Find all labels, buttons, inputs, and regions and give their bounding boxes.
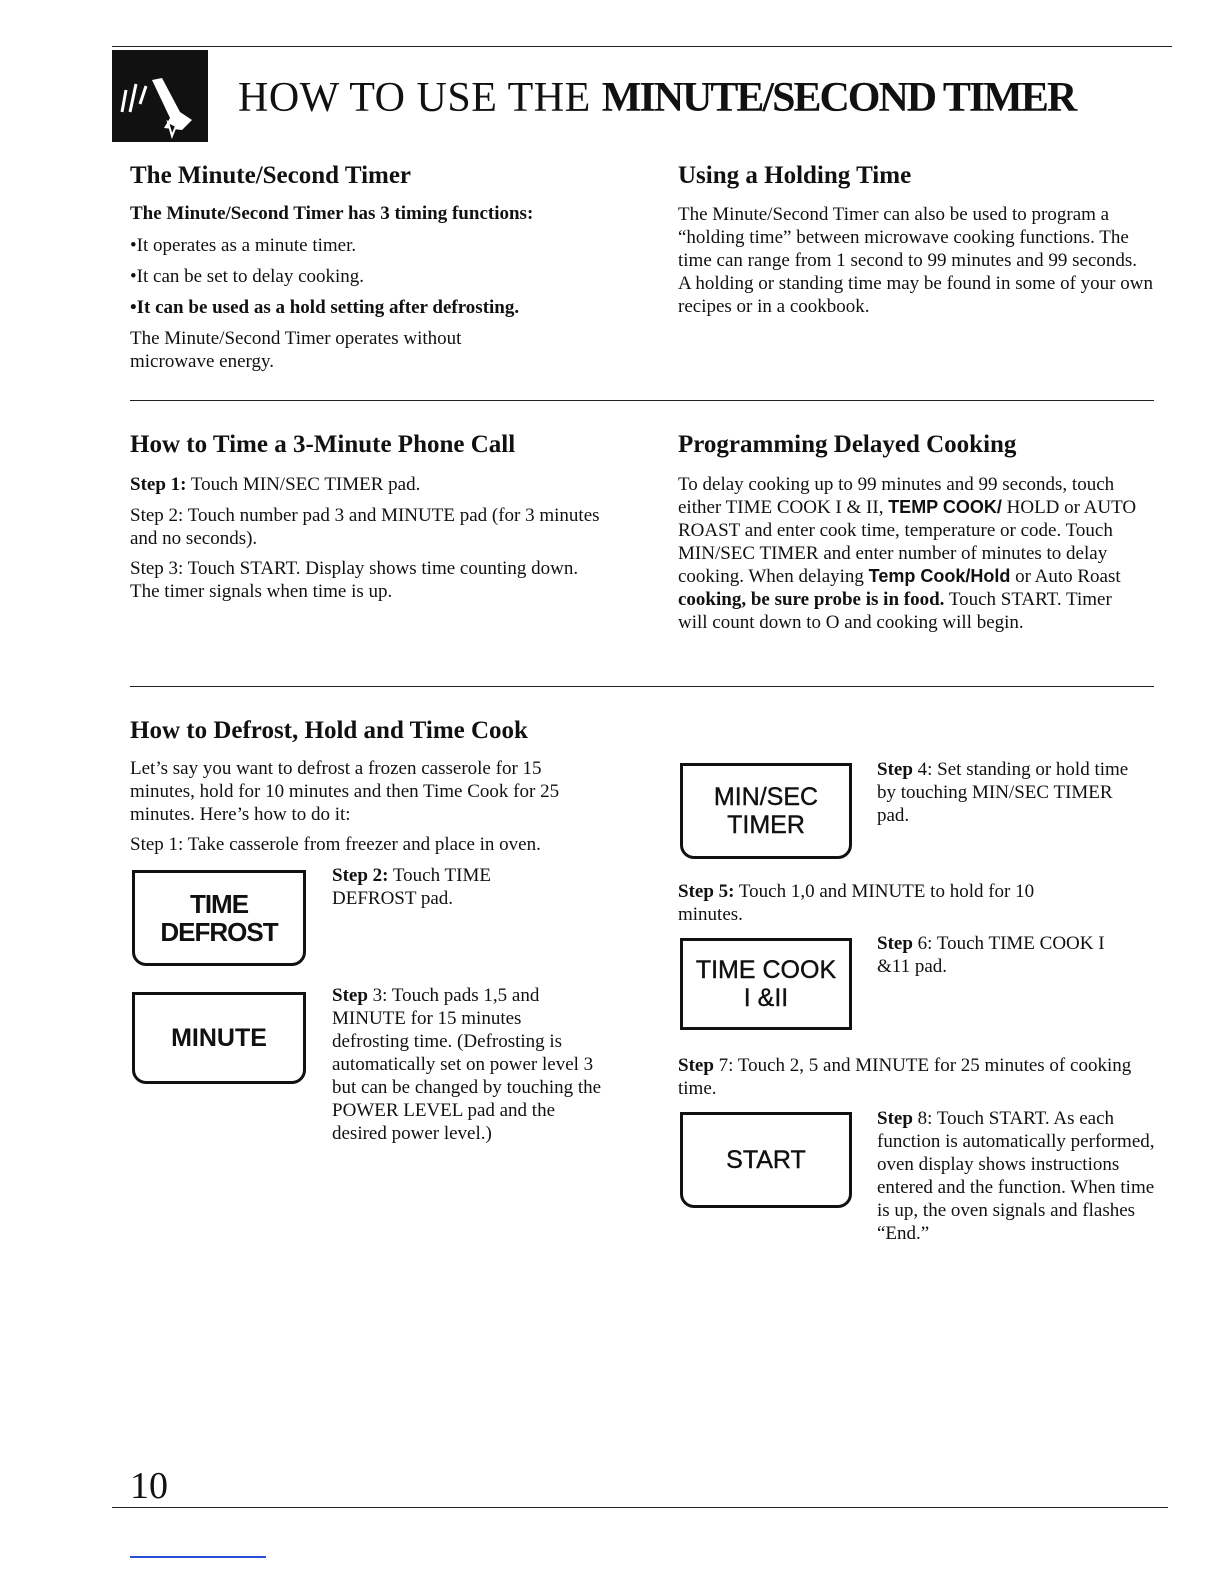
time-defrost-pad[interactable]: TIME DEFROST — [132, 870, 306, 966]
defrost-hold-heading: How to Defrost, Hold and Time Cook — [130, 717, 528, 744]
section-logo — [112, 50, 208, 142]
defrost-intro: Let’s say you want to defrost a frozen casserole for 15 minutes, hold for 10 minutes and then Time Cook for 25 minutes. Here’s how to do it: — [130, 758, 560, 825]
section-divider-1 — [130, 400, 1154, 401]
defrost-step-1: Step 1: Take casserole from freezer and place in oven. — [130, 834, 541, 855]
bullet-hold-setting: •It can be used as a hold setting after defrosting. — [130, 297, 520, 318]
phone-step-2: Step 2: Touch number pad 3 and MINUTE pad (for 3 minutes and no seconds). — [130, 505, 600, 549]
defrost-step-7: Step 7: Touch 2, 5 and MINUTE for 25 minutes of cooking time. — [678, 1055, 1132, 1099]
page-number: 10 — [130, 1465, 168, 1507]
defrost-step-8: Step 8: Touch START. As each function is automatically performed, oven display shows instructions entered and the function. When time is up, the oven signals and flashes “End.” — [877, 1108, 1155, 1244]
hand-pointing-icon — [112, 50, 208, 142]
delayed-body: To delay cooking up to 99 minutes and 99 seconds, touch either TIME COOK I & II, TEMP COOK/ HOLD or AUTO ROAST and enter cook time, temperature or code. Touch MIN/SEC TIMER and enter number of minutes to delay cooking. When delaying Temp Cook/Hold or Auto Roast cooking, be sure probe is in food. Touch START. Timer will count down to O and cooking will begin. — [678, 474, 1137, 633]
time-cook-pad[interactable]: TIME COOK I &II — [680, 938, 852, 1030]
link-underline — [130, 1556, 266, 1558]
minute-second-note: The Minute/Second Timer operates without microwave energy. — [130, 328, 462, 372]
phone-call-heading: How to Time a 3-Minute Phone Call — [130, 431, 516, 458]
defrost-step-3: Step 3: Touch pads 1,5 and MINUTE for 15 minutes defrosting time. (Defrosting is automatically set on power level 3 but can be changed by touching the POWER LEVEL pad and the desired power level.) — [332, 985, 602, 1144]
min-sec-timer-pad[interactable]: MIN/SEC TIMER — [680, 763, 852, 859]
phone-step-1: Step 1: Touch MIN/SEC TIMER pad. — [130, 474, 421, 495]
minute-pad[interactable]: MINUTE — [132, 992, 306, 1084]
minute-second-heading: The Minute/Second Timer — [130, 162, 412, 189]
defrost-step-5: Step 5: Touch 1,0 and MINUTE to hold for 10 minutes. — [678, 881, 1035, 925]
page-title: HOW TO USE THE MINUTE/SECOND TIMER — [238, 75, 1076, 121]
holding-body: The Minute/Second Timer can also be used to program a “holding time” between microwave cooking functions. The time can range from 1 second to 99 minutes and 99 seconds. A holding or standing time may be found in some of your own recipes or in a cookbook. — [678, 204, 1153, 317]
bottom-rule — [112, 1507, 1168, 1508]
defrost-step-4: Step 4: Set standing or hold time by touching MIN/SEC TIMER pad. — [877, 759, 1129, 826]
holding-heading: Using a Holding Time — [678, 162, 912, 189]
top-rule — [112, 46, 1172, 47]
delayed-heading: Programming Delayed Cooking — [678, 431, 1017, 458]
minute-second-intro: The Minute/Second Timer has 3 timing functions: — [130, 203, 534, 224]
phone-step-3: Step 3: Touch START. Display shows time counting down. The timer signals when time is up. — [130, 558, 579, 602]
section-divider-2 — [130, 686, 1154, 687]
bullet-delay-cooking: •It can be set to delay cooking. — [130, 266, 365, 287]
bullet-minute-timer: •It operates as a minute timer. — [130, 235, 357, 256]
defrost-step-2: Step 2: Touch TIME DEFROST pad. — [332, 865, 491, 909]
defrost-step-6: Step 6: Touch TIME COOK I &11 pad. — [877, 933, 1105, 977]
start-pad[interactable]: START — [680, 1112, 852, 1208]
